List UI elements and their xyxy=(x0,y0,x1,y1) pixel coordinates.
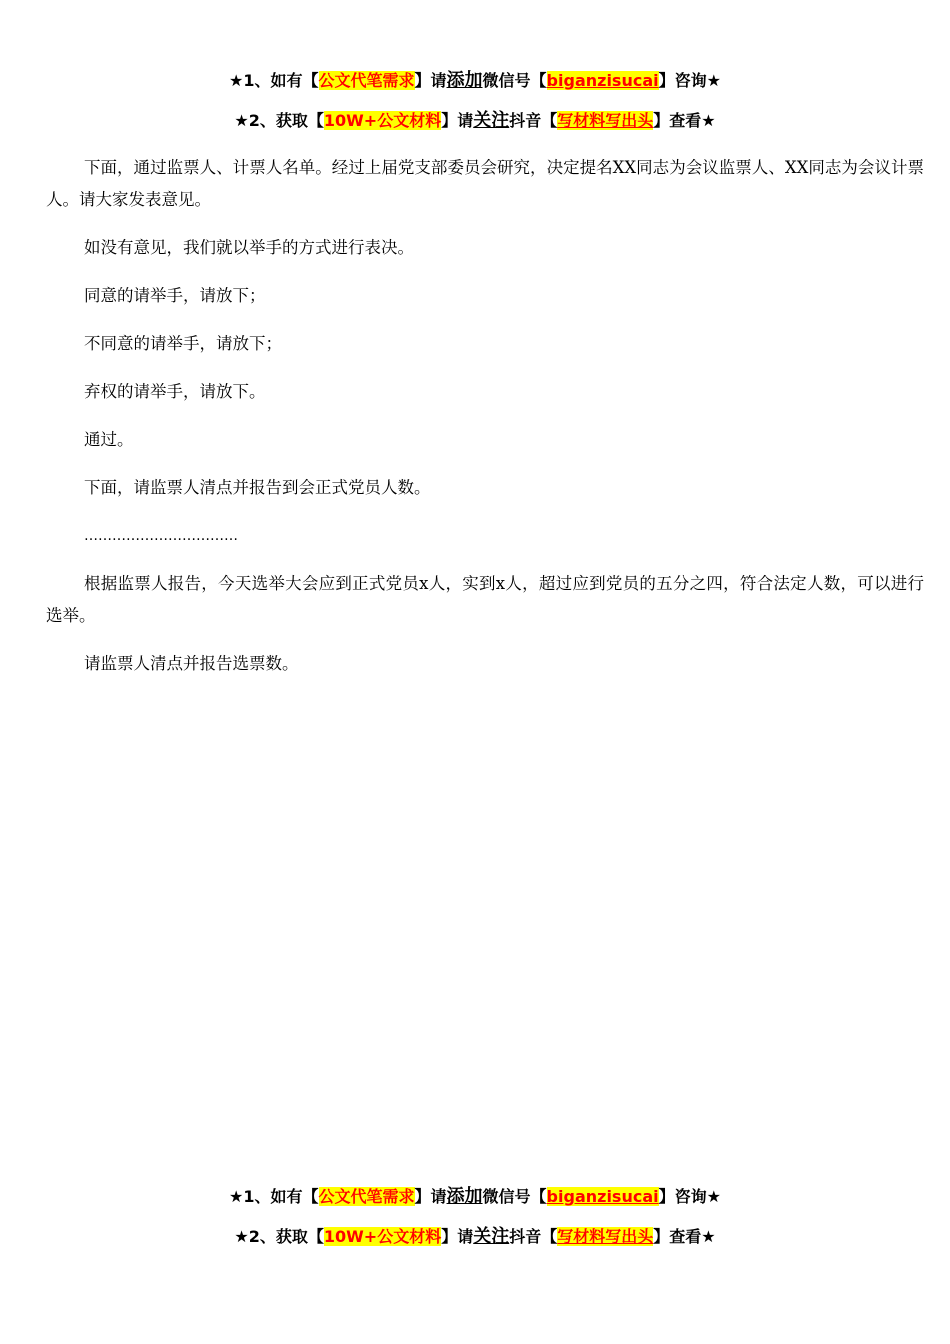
paragraph: 下面，请监票人清点并报告到会正式党员人数。 xyxy=(84,478,431,497)
banner-text: ★2、获取【 xyxy=(234,1227,324,1246)
paragraph: 请监票人清点并报告选票数。 xyxy=(84,654,299,673)
paragraph: 根据监票人报告，今天选举大会应到正式党员x人，实到x人，超过应到党员的五分之四，符合法定人数，可以进行选举。 xyxy=(46,574,924,625)
banner-highlight: 10W+公文材料 xyxy=(323,111,442,130)
paragraph: 同意的请举手，请放下； xyxy=(84,286,266,305)
banner-highlight: 10W+公文材料 xyxy=(323,1227,442,1246)
banner-text: 】咨询★ xyxy=(658,71,721,90)
banner-text: 】请 xyxy=(441,111,474,130)
promo-banner-line-2 xyxy=(0,110,950,132)
banner-emphasis: 添加 xyxy=(446,70,483,91)
promo-banner-bottom-line-2 xyxy=(0,1226,950,1248)
banner-highlight-wechat-id: biganzisucai xyxy=(546,71,659,90)
document-body xyxy=(46,152,924,696)
promo-banner-bottom-line-1 xyxy=(0,1186,950,1208)
banner-text: ★2、获取【 xyxy=(234,111,324,130)
banner-text: 抖音【 xyxy=(509,1227,558,1246)
banner-text: 】请 xyxy=(414,1187,447,1206)
banner-emphasis: 关注 xyxy=(473,110,510,131)
promo-banner-line-1 xyxy=(0,70,950,92)
banner-text: ★1、如有【 xyxy=(229,1187,319,1206)
banner-highlight: 公文代笔需求 xyxy=(318,1187,415,1206)
paragraph: 不同意的请举手，请放下； xyxy=(84,334,282,353)
banner-highlight-douyin: 写材料写出头 xyxy=(557,111,654,130)
banner-emphasis: 添加 xyxy=(446,1186,483,1207)
banner-highlight: 公文代笔需求 xyxy=(318,71,415,90)
paragraph: 弃权的请举手，请放下。 xyxy=(84,382,266,401)
paragraph: 下面，通过监票人、计票人名单。经过上届党支部委员会研究，决定提名XX同志为会议监票人、XX同志为会议计票人。请大家发表意见。 xyxy=(46,158,924,209)
banner-text: 微信号【 xyxy=(482,1187,547,1206)
banner-text: 】请 xyxy=(441,1227,474,1246)
banner-emphasis: 关注 xyxy=(473,1226,510,1247)
ellipsis-line: …………………………… xyxy=(84,528,238,544)
paragraph: 通过。 xyxy=(84,430,134,449)
banner-highlight-wechat-id: biganzisucai xyxy=(546,1187,659,1206)
banner-text: 】咨询★ xyxy=(658,1187,721,1206)
paragraph: 如没有意见，我们就以举手的方式进行表决。 xyxy=(84,238,414,257)
banner-text: 抖音【 xyxy=(509,111,558,130)
banner-text: ★1、如有【 xyxy=(229,71,319,90)
banner-highlight-douyin: 写材料写出头 xyxy=(557,1227,654,1246)
banner-text: 】查看★ xyxy=(653,111,716,130)
banner-text: 微信号【 xyxy=(482,71,547,90)
banner-text: 】请 xyxy=(414,71,447,90)
banner-text: 】查看★ xyxy=(653,1227,716,1246)
